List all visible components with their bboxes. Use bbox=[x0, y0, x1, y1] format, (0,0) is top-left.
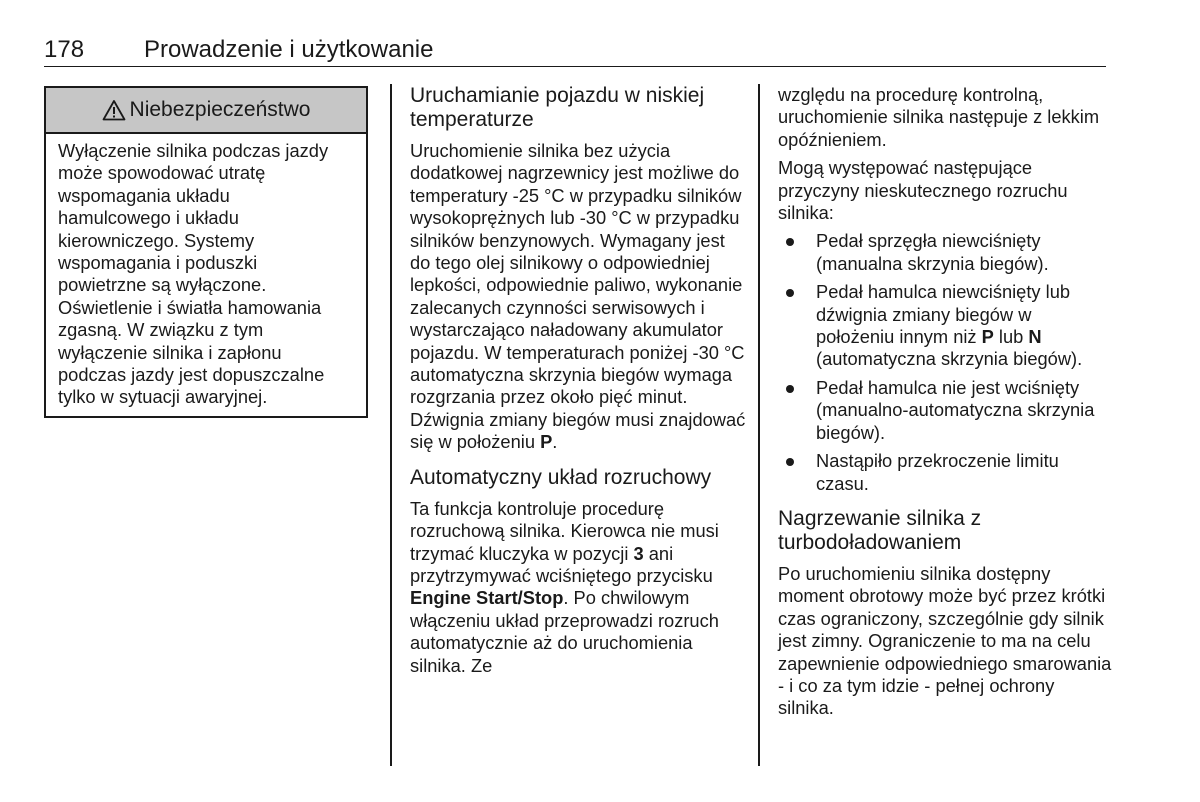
section-heading-auto-start: Automatyczny układ rozruchowy bbox=[410, 465, 712, 489]
list-item: Pedał sprzęgła niewciśnięty (manualna skrzynia biegów). bbox=[778, 230, 1113, 275]
warning-line: hamulcowego i układu bbox=[58, 207, 239, 229]
column-right bbox=[778, 84, 1113, 720]
section-heading-low-temperature-start: Uruchamianie pojazdu w niskiej temperaturze bbox=[410, 84, 705, 131]
paragraph-turbo-warmup: Po uruchomieniu silnika dostępny moment obrotowy może być przez krótki czas ograniczony, szczególnie gdy silnik jest zimny. Ograniczenie to ma na celu zapewnienie odpowiedniego smarowania - i co za tym idzie - pełnej ochrony silnika. bbox=[778, 562, 1112, 719]
page-number: 178 bbox=[44, 36, 85, 63]
paragraph-causes-intro: Mogą występować następujące przyczyny nieskutecznego rozruchu silnika: bbox=[778, 157, 1068, 224]
warning-line: Wyłączenie silnika podczas jazdy bbox=[58, 140, 329, 161]
warning-triangle-icon bbox=[102, 99, 126, 121]
warning-line: wspomagania i poduszki bbox=[58, 252, 258, 274]
warning-line: powietrzne są wyłączone. bbox=[58, 274, 267, 296]
bullet-icon bbox=[786, 238, 794, 246]
causes-list bbox=[778, 230, 1113, 494]
warning-line: kierowniczego. Systemy bbox=[58, 229, 255, 251]
paragraph-auto-start: Ta funkcja kontroluje procedurę rozruchową silnika. Kierowca nie musi trzymać kluczyka w pozycji 3 ani przytrzymywać wciśniętego przycisku Engine Start/Stop. Po chwilowym włączeniu układ przeprowadzi rozruch automatycznie aż do uruchomienia silnika. Ze bbox=[410, 497, 719, 676]
bullet-icon bbox=[786, 458, 794, 466]
warning-line: wspomagania układu bbox=[58, 184, 230, 206]
section-heading-turbo-warmup: Nagrzewanie silnika z turbodoładowaniem bbox=[778, 506, 982, 554]
warning-text bbox=[46, 134, 366, 409]
chapter-title: Prowadzenie i użytkowanie bbox=[144, 36, 434, 63]
warning-title: Niebezpieczeństwo bbox=[129, 98, 311, 121]
warning-line: może spowodować utratę bbox=[58, 162, 266, 184]
list-item: Pedał hamulca niewciśnięty lub dźwignia zmiany biegów w położeniu innym niż P lub N (automatyczna skrzynia biegów). bbox=[778, 281, 1113, 371]
warning-line: podczas jazdy jest dopuszczalne bbox=[58, 364, 325, 386]
list-item: Pedał hamulca nie jest wciśnięty (manualno-automatyczna skrzynia biegów). bbox=[778, 377, 1113, 444]
warning-line: wyłączenie silnika i zapłonu bbox=[58, 341, 282, 363]
column-divider bbox=[758, 84, 760, 766]
page-header bbox=[44, 36, 1106, 67]
warning-header bbox=[46, 88, 366, 134]
warning-line: tylko w sytuacji awaryjnej. bbox=[58, 386, 268, 408]
warning-line: Oświetlenie i światła hamowania bbox=[58, 296, 322, 318]
paragraph-delay: względu na procedurę kontrolną, uruchomienie silnika następuje z lekkim opóźnieniem. bbox=[778, 84, 1100, 150]
column-middle bbox=[410, 84, 748, 677]
column-divider bbox=[390, 84, 392, 766]
list-item: Nastąpiło przekroczenie limitu czasu. bbox=[778, 450, 1113, 495]
bullet-icon bbox=[786, 385, 794, 393]
warning-line: zgasną. W związku z tym bbox=[58, 319, 264, 341]
danger-warning-box bbox=[44, 86, 368, 418]
paragraph-low-temperature: Uruchomienie silnika bez użycia dodatkowej nagrzewnicy jest możliwe do temperatury -25 °C w przypadku silników wysokoprężnych lub -30 °C w przypadku silników benzynowych. Wymagany jest do tego olej silnikowy o odpowiedniej lepkości, odpowiednie paliwo, wykonanie zalecanych czynności serwisowych i wystarczająco naładowany akumulator pojazdu. W temperaturach poniżej -30 °C automatyczna skrzynia biegów wymaga rozgrzania przez około pięć minut. Dźwignia zmiany biegów musi znajdować się w położeniu P. bbox=[410, 140, 746, 453]
bullet-icon bbox=[786, 289, 794, 297]
